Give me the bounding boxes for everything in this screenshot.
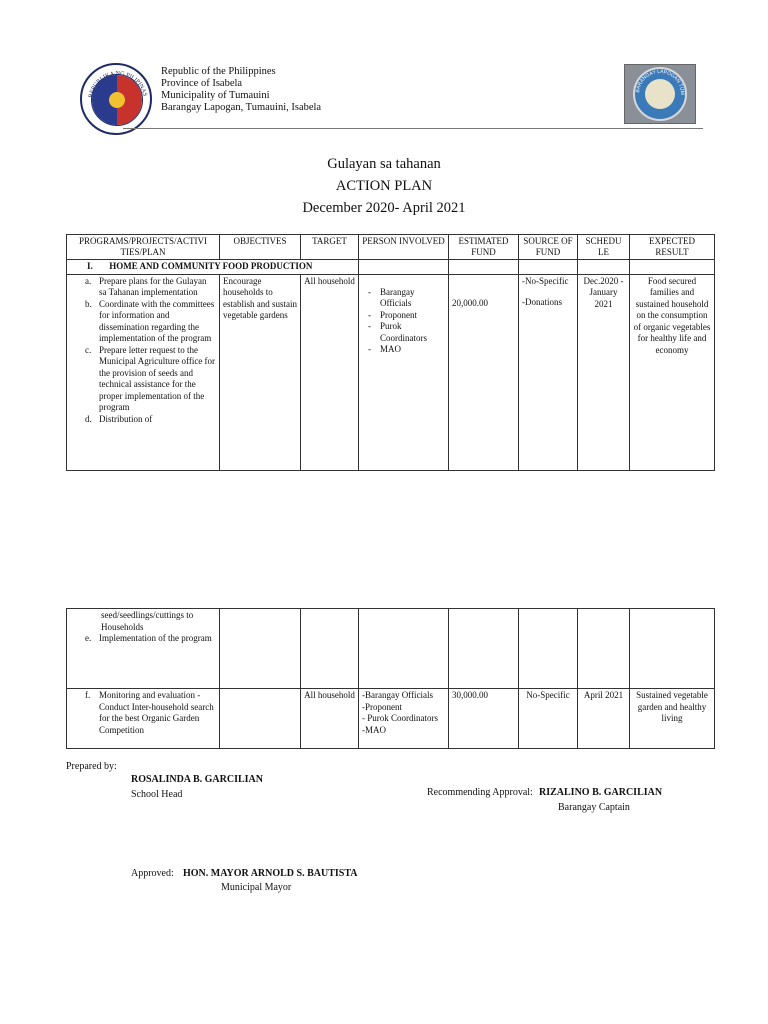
objectives-cell: Encourage households to establish and sustain vegetable gardens <box>220 274 301 470</box>
seal-ring-text <box>82 65 154 137</box>
item-marker: f. <box>85 690 91 700</box>
header-programs: PROGRAMS/PROJECTS/ACTIVI TIES/PLAN <box>67 235 220 260</box>
empty-cell <box>630 260 715 275</box>
list-item <box>362 287 445 310</box>
empty-cell <box>449 609 519 689</box>
person-line: - Purok Coordinators <box>362 713 438 723</box>
item-marker: - <box>368 321 371 331</box>
header-schedule: SCHEDU LE <box>578 235 630 260</box>
empty-cell <box>519 609 578 689</box>
source-line: -Donations <box>522 297 562 307</box>
schedule-cell: Dec.2020 - January 2021 <box>578 274 630 470</box>
logo-ring-text <box>633 67 687 121</box>
list-item <box>67 345 216 414</box>
person-line: -MAO <box>362 724 386 735</box>
table-header-row <box>67 235 715 260</box>
list-item <box>67 414 216 426</box>
header-fund: ESTIMATED FUND <box>449 235 519 260</box>
item-text: Monitoring and evaluation - Conduct Inter-household search for the best Organic Garden Competition <box>99 690 214 735</box>
item-marker: - <box>368 286 371 297</box>
empty-cell <box>220 689 301 749</box>
header-objectives: OBJECTIVES <box>220 235 301 260</box>
empty-cell <box>220 609 301 689</box>
source-cell <box>519 274 578 470</box>
section-row <box>67 260 715 275</box>
item-marker: - <box>368 309 371 320</box>
province-line: Province of Isabela <box>161 78 243 89</box>
header-source: SOURCE OF FUND <box>519 235 578 260</box>
svg-text:REPUBLIKA NG PILIPINAS: REPUBLIKA NG PILIPINAS <box>88 70 148 99</box>
item-text: Barangay Officials <box>380 286 415 308</box>
programs-cell <box>67 274 220 470</box>
item-text: Coordinate with the committees for information and dissemination regarding the implementation of the program <box>99 298 215 343</box>
table-row <box>67 274 715 470</box>
item-marker: d. <box>85 413 92 424</box>
empty-cell <box>578 609 630 689</box>
header-person: PERSON INVOLVED <box>359 235 449 260</box>
doc-title-line1: Gulayan sa tahanan <box>327 156 441 172</box>
table-row <box>67 609 715 689</box>
list-item <box>67 633 216 645</box>
barangay-line: Barangay Lapogan, Tumauini, Isabela <box>161 102 322 113</box>
list-item <box>362 344 445 356</box>
continued-text: seed/seedlings/cuttings to Households <box>101 610 194 632</box>
prepared-by-name: ROSALINDA B. GARCILIAN <box>131 774 263 785</box>
doc-title-line2: ACTION PLAN <box>335 178 433 194</box>
target-cell: All household <box>301 689 359 749</box>
empty-cell <box>449 260 519 275</box>
item-text: Proponent <box>380 309 417 320</box>
item-marker: c. <box>85 344 92 355</box>
source-line: -No-Specific <box>522 275 569 286</box>
person-cell <box>359 689 449 749</box>
letterhead <box>161 66 321 114</box>
list-item <box>362 321 445 344</box>
empty-cell <box>578 260 630 275</box>
empty-cell <box>359 609 449 689</box>
prepared-by-label: Prepared by: <box>66 761 117 772</box>
section-number: I. <box>87 261 93 271</box>
list-item <box>67 299 216 345</box>
section-title-cell <box>67 260 359 275</box>
expected-cell: Food secured families and sustained household on the consumption of organic vegetables for healthy life and economy <box>630 274 715 470</box>
programs-cell <box>67 609 220 689</box>
action-plan-table-continued <box>66 608 715 749</box>
item-marker: e. <box>85 633 92 643</box>
svg-text:BARANGAY LAPOGAN TUMAUINI, ISA: BARANGAY LAPOGAN TUM <box>635 68 686 96</box>
recommending-approval-title: Barangay Captain <box>558 802 630 813</box>
person-cell <box>359 274 449 470</box>
fund-cell: 20,000.00 <box>449 274 519 470</box>
list-item <box>67 276 216 299</box>
approved-title: Municipal Mayor <box>221 882 292 893</box>
item-text: Distribution of <box>99 413 153 424</box>
municipality-line: Municipality of Tumauini <box>161 90 270 101</box>
republic-line: Republic of the Philippines <box>161 66 276 77</box>
recommending-approval-label: Recommending Approval: <box>427 787 533 798</box>
header-expected: EXPECTED RESULT <box>630 235 715 260</box>
doc-title-line3: December 2020- April 2021 <box>302 200 466 216</box>
action-plan-table <box>66 234 715 471</box>
person-line: -Proponent <box>362 701 402 712</box>
list-item <box>67 690 216 736</box>
barangay-lapogan-logo <box>624 64 696 124</box>
approved-label: Approved: <box>131 868 174 879</box>
empty-cell <box>519 260 578 275</box>
empty-cell <box>301 609 359 689</box>
item-marker: b. <box>85 298 92 309</box>
header-divider <box>123 128 703 129</box>
prepared-by-title: School Head <box>131 789 183 800</box>
schedule-cell: April 2021 <box>578 689 630 749</box>
expected-cell: Sustained vegetable garden and healthy living <box>630 689 715 749</box>
table-row <box>67 689 715 749</box>
empty-cell <box>630 609 715 689</box>
approved-name: HON. MAYOR ARNOLD S. BAUTISTA <box>183 868 358 879</box>
section-title: HOME AND COMMUNITY FOOD PRODUCTION <box>109 261 313 271</box>
item-text: Prepare plans for the Gulayan sa Tahanan implementation <box>99 275 207 297</box>
republic-seal-logo <box>80 63 152 135</box>
item-text: Implementation of the program <box>99 633 212 643</box>
programs-cell <box>67 689 220 749</box>
header-target: TARGET <box>301 235 359 260</box>
item-text: MAO <box>380 344 402 354</box>
source-cell: No-Specific <box>519 689 578 749</box>
empty-cell <box>359 260 449 275</box>
target-cell: All household <box>301 274 359 470</box>
item-marker: - <box>368 344 371 354</box>
person-line: -Barangay Officials <box>362 690 434 700</box>
recommending-approval-name: RIZALINO B. GARCILIAN <box>539 787 663 798</box>
item-marker: a. <box>85 275 92 286</box>
fund-cell: 30,000.00 <box>449 689 519 749</box>
item-text: Purok Coordinators <box>380 321 427 343</box>
list-item <box>362 310 445 322</box>
item-text: Prepare letter request to the Municipal Agriculture office for the provision of seeds and technical assistance for the proper implementation of the program <box>99 344 216 412</box>
